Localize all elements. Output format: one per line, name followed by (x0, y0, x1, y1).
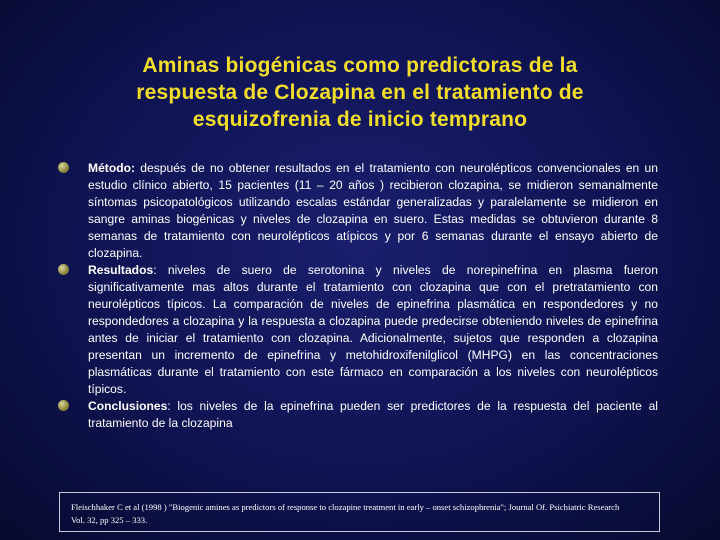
bullet-text: : los niveles de la epinefrina pueden ser predictores de la respuesta del paciente al tratamiento de la clozapina (88, 399, 658, 430)
bullet-dot-icon (58, 264, 69, 275)
bullet-metodo (58, 160, 658, 262)
bullet-text: después de no obtener resultados en el tratamiento con neurolépticos convencionales en un estudio clínico abierto, 15 pacientes (11 – 20 años ) recibieron clozapina, se midieron semanalmente síntomas psicopatológicos utilizando escalas estándar generalizadas y paralelamente se midieron en sangre aminas biogénicas y niveles de clozapina en suero. Estas medidas se obtuvieron durante 8 semanas de tratamiento con neurolépticos atípicos y por 6 semanas durante el ensayo abierto de clozapina. (88, 161, 658, 260)
bullet-label: Método: (88, 161, 136, 175)
title-line-2: respuesta de Clozapina en el tratamiento de (136, 81, 584, 104)
reference-box (59, 492, 660, 532)
slide-title (40, 52, 680, 133)
reference-line-2: Vol. 32, pp 325 – 333. (71, 515, 148, 525)
bullet-text: : niveles de suero de serotonina y niveles de norepinefrina en plasma fueron significativamente mas altos durante el tratamiento con clozapina que con el pretratamiento con neurolépticos típicos. La comparación de niveles de epinefrina plasmática en respondedores y no respondedores a clozapina y la respuesta a clozapina puede predecirse obteniendo niveles de epinefrina antes de iniciar el tratamiento con clozapina. Adicionalmente, sujetos que responden a clozapina presentan un incremento de epinefrina y metohidroxifenilglicol (MHPG) en las concentraciones plasmáticas durante el tratamiento con este fármaco en comparación a los niveles con neurolépticos típicos. (88, 263, 658, 396)
bullet-label: Conclusiones (88, 399, 168, 413)
reference-line-1: Fleischhaker C et al (1998 ) "Biogenic amines as predictors of response to clozapine treatment in early – onset schizophrenia"; Journal Of. Psichiatric Research (71, 502, 620, 512)
bullet-list (58, 160, 658, 432)
bullet-conclusiones (58, 398, 658, 432)
bullet-dot-icon (58, 162, 69, 173)
bullet-dot-icon (58, 400, 69, 411)
title-line-3: esquizofrenia de inicio temprano (192, 108, 528, 131)
bullet-label: Resultados (88, 263, 154, 277)
bullet-resultados (58, 262, 658, 398)
title-line-1: Aminas biogénicas como predictoras de la (142, 54, 578, 77)
